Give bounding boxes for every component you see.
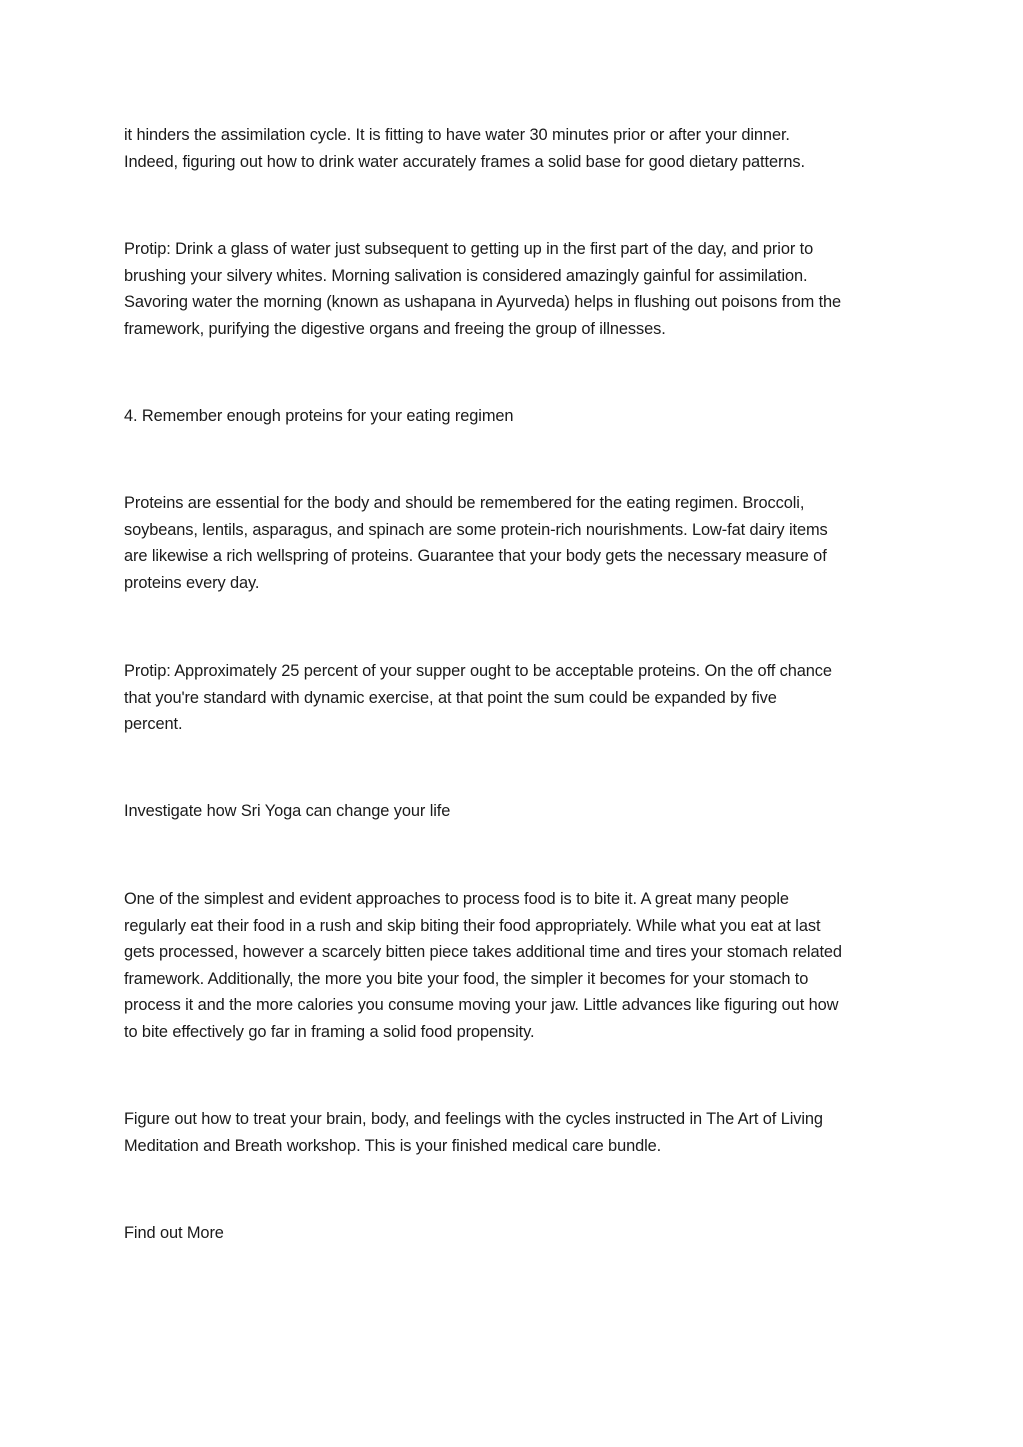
text-line: Protip: Approximately 25 percent of your supper ought to be acceptable proteins. On the off chance [124, 662, 832, 680]
paragraph-chewing [124, 886, 904, 1046]
text-line: Indeed, figuring out how to drink water accurately frames a solid base for good dietary patterns. [124, 152, 805, 171]
section-heading-proteins [124, 403, 904, 430]
text-line: process it and the more calories you consume moving your jaw. Little advances like figuring out how [124, 996, 839, 1015]
paragraph-proteins [124, 490, 904, 596]
text-line: soybeans, lentils, asparagus, and spinach are some protein-rich nourishments. Low-fat dairy items [124, 520, 828, 539]
text-line: One of the simplest and evident approaches to process food is to bite it. A great many people [124, 890, 789, 908]
text-line: Protip: Drink a glass of water just subsequent to getting up in the first part of the day, and prior to [124, 240, 814, 258]
link-find-out-more[interactable] [124, 1220, 904, 1247]
text-line: regularly eat their food in a rush and skip biting their food appropriately. While what you eat at last [124, 916, 821, 935]
text-line: brushing your silvery whites. Morning salivation is considered amazingly gainful for assimilation. [124, 266, 808, 285]
text-line: 4. Remember enough proteins for your eating regimen [124, 407, 514, 425]
text-line: proteins every day. [124, 573, 260, 592]
text-line: percent. [124, 715, 183, 734]
text-line: framework, purifying the digestive organs and freeing the group of illnesses. [124, 319, 666, 338]
paragraph-protip-water [124, 236, 904, 342]
text-line: Figure out how to treat your brain, body, and feelings with the cycles instructed in The Art of Living [124, 1110, 823, 1128]
text-line: gets processed, however a scarcely bitten piece takes additional time and tires your stomach related [124, 943, 842, 962]
text-line: Savoring water the morning (known as ushapana in Ayurveda) helps in flushing out poisons from the [124, 293, 842, 312]
text-line: Proteins are essential for the body and should be remembered for the eating regimen. Broccoli, [124, 494, 805, 512]
paragraph-water-timing [124, 122, 904, 175]
link-investigate-sri-yoga[interactable] [124, 798, 904, 825]
text-line: Find out More [124, 1224, 224, 1242]
paragraph-art-of-living [124, 1106, 904, 1159]
text-line: to bite effectively go far in framing a solid food propensity. [124, 1022, 535, 1041]
text-line: are likewise a rich wellspring of proteins. Guarantee that your body gets the necessary measure of [124, 547, 827, 566]
text-line: it hinders the assimilation cycle. It is fitting to have water 30 minutes prior or after your dinner. [124, 126, 790, 144]
text-line: Investigate how Sri Yoga can change your life [124, 802, 451, 820]
paragraph-protip-proteins [124, 658, 904, 738]
text-line: framework. Additionally, the more you bite your food, the simpler it becomes for your stomach to [124, 969, 809, 988]
text-line: Meditation and Breath workshop. This is your finished medical care bundle. [124, 1136, 662, 1155]
text-line: that you're standard with dynamic exercise, at that point the sum could be expanded by five [124, 688, 777, 707]
